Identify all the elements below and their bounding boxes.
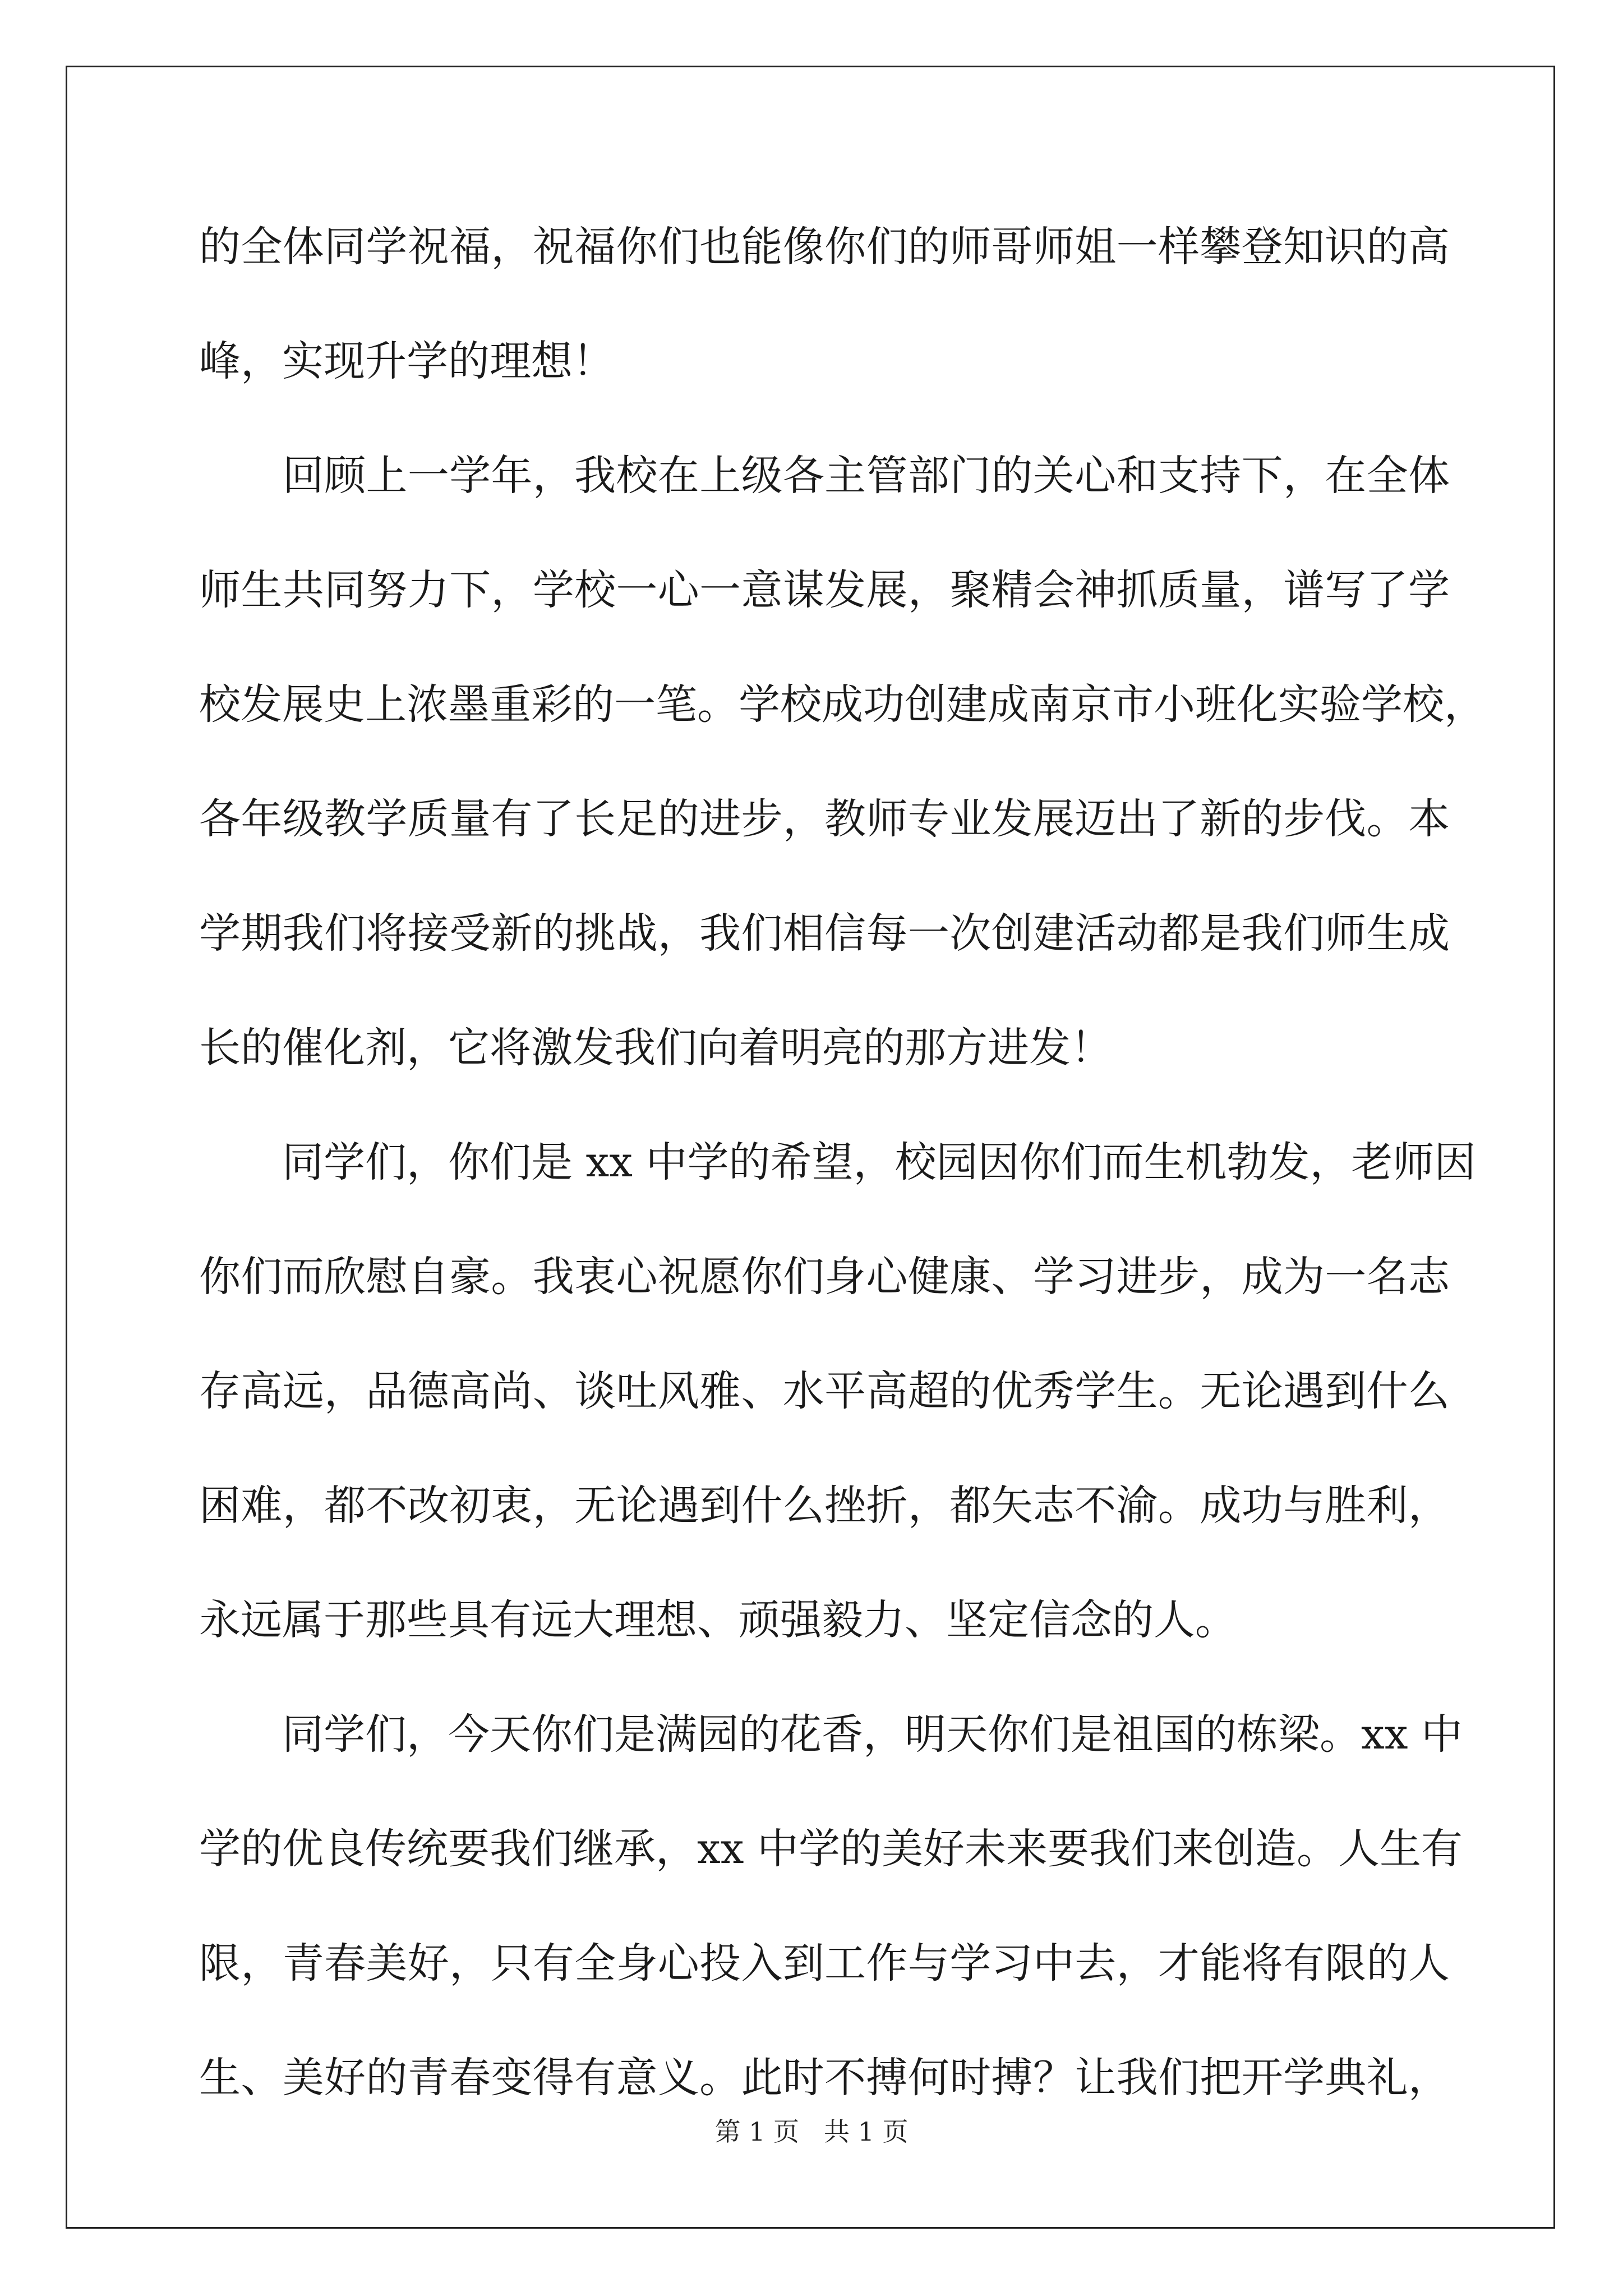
text-line: 校发展史上浓墨重彩的一笔。学校成功创建成南京市小班化实验学校， — [199, 680, 1486, 729]
page-total: 共 1 页 — [824, 2116, 909, 2147]
page-number: 第 1 页 — [714, 2116, 799, 2147]
text-line: 各年级教学质量有了长足的进步，教师专业发展迈出了新的步伐。本 — [199, 795, 1450, 843]
text-line: 永远属于那些具有远大理想、顽强毅力、坚定信念的人。 — [199, 1596, 1237, 1644]
text-line: 困难，都不改初衷，无论遇到什么挫折，都矢志不渝。成功与胜利， — [199, 1481, 1450, 1530]
text-line: 回顾上一学年，我校在上级各主管部门的关心和支持下，在全体 — [199, 452, 1450, 500]
text-line: 峰，实现升学的理想！ — [199, 337, 614, 385]
text-line: 同学们，你们是 xx 中学的希望，校园因你们而生机勃发，老师因 — [199, 1138, 1476, 1186]
text-line: 的全体同学祝福，祝福你们也能像你们的师哥师姐一样攀登知识的高 — [199, 223, 1450, 271]
text-line: 生、美好的青春变得有意义。此时不搏何时搏？让我们把开学典礼， — [199, 2054, 1450, 2102]
text-line: 学的优良传统要我们继承，xx 中学的美好未来要我们来创造。人生有 — [199, 1825, 1463, 1873]
page-footer — [0, 2115, 1623, 2148]
text-line: 学期我们将接受新的挑战，我们相信每一次创建活动都是我们师生成 — [199, 909, 1450, 958]
text-line: 师生共同努力下，学校一心一意谋发展，聚精会神抓质量，谱写了学 — [199, 566, 1450, 614]
text-line: 限，青春美好，只有全身心投入到工作与学习中去，才能将有限的人 — [199, 1939, 1450, 1987]
text-line: 存高远，品德高尚、谈吐风雅、水平高超的优秀学生。无论遇到什么 — [199, 1367, 1450, 1415]
document-body — [199, 202, 1486, 2147]
text-line: 同学们，今天你们是满园的花香，明天你们是祖国的栋梁。xx 中 — [199, 1710, 1463, 1759]
text-line: 你们而欣慰自豪。我衷心祝愿你们身心健康、学习进步，成为一名志 — [199, 1253, 1450, 1301]
text-line: 长的催化剂，它将激发我们向着明亮的那方进发！ — [199, 1024, 1112, 1072]
